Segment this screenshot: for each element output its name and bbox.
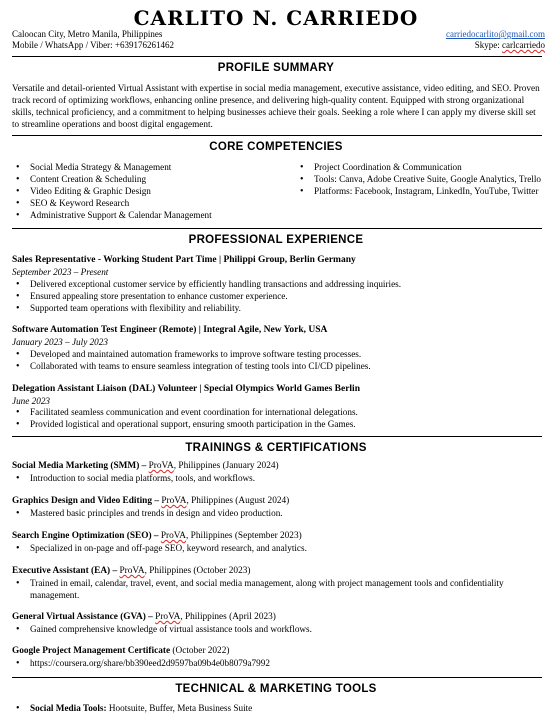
list-item: • Project Coordination & Communication — [296, 162, 544, 174]
list-item: • Social Media Strategy & Management — [12, 162, 282, 174]
competencies-left-list — [12, 162, 282, 222]
contact-right — [446, 29, 545, 51]
job-date: June 2023 — [12, 396, 51, 406]
divider — [12, 135, 542, 136]
certification-title: Graphics Design and Video Editing – ProVA, Philippines (August 2024) — [12, 496, 290, 506]
skype-handle: carlcarriedo — [502, 40, 545, 50]
certification-bullets — [12, 658, 542, 670]
list-item: • Administrative Support & Calendar Management — [12, 210, 282, 222]
section-title-trainings: TRAININGS & CERTIFICATIONS — [185, 442, 367, 454]
list-item: • Specialized in on-page and off-page SEO, keyword research, and analytics. — [12, 543, 542, 555]
certification-bullets — [12, 543, 542, 555]
section-title-profile: PROFILE SUMMARY — [217, 62, 335, 74]
section-title-competencies: CORE COMPETENCIES — [209, 141, 343, 153]
list-item: • Delivered exceptional customer service by efficiently handling transactions and addressing inquiries. — [12, 279, 542, 291]
list-item: • Platforms: Facebook, Instagram, LinkedIn, YouTube, Twitter — [296, 186, 544, 198]
divider — [12, 228, 542, 229]
certification-bullets — [12, 508, 542, 520]
list-item: • Video Editing & Graphic Design — [12, 186, 282, 198]
list-item: • Collaborated with teams to ensure seamless integration of testing tools into CI/CD pipelines. — [12, 361, 542, 373]
tools-list — [12, 703, 542, 715]
job-date: January 2023 – July 2023 — [12, 337, 108, 347]
job-title: Delegation Assistant Liaison (DAL) Volunteer | Special Olympics World Games Berlin — [12, 384, 360, 394]
list-item: • Gained comprehensive knowledge of virtual assistance tools and workflows. — [12, 624, 542, 636]
phone-text: Mobile / WhatsApp / Viber: +639176261462 — [12, 40, 174, 50]
list-item: • Ensured appealing store presentation to enhance customer experience. — [12, 291, 542, 303]
competencies-right-list — [296, 162, 544, 198]
list-item: • Content Creation & Scheduling — [12, 174, 282, 186]
list-item: • SEO & Keyword Research — [12, 198, 282, 210]
list-item: • Tools: Canva, Adobe Creative Suite, Google Analytics, Trello — [296, 174, 544, 186]
certification-title: Search Engine Optimization (SEO) – ProVA, Philippines (September 2023) — [12, 531, 302, 541]
job-title: Sales Representative - Working Student Part Time | Philippi Group, Berlin Germany — [12, 255, 356, 265]
job-date: September 2023 – Present — [12, 267, 109, 277]
job-bullets — [12, 407, 542, 431]
list-item: • Facilitated seamless communication and event coordination for international delegations. — [12, 407, 542, 419]
certification-title: Social Media Marketing (SMM) – ProVA, Philippines (January 2024) — [12, 461, 279, 471]
certification-bullets — [12, 624, 542, 636]
skype-line — [446, 40, 545, 51]
job-bullets — [12, 349, 542, 373]
location-text: Caloocan City, Metro Manila, Philippines — [12, 29, 163, 39]
divider — [12, 436, 542, 437]
certificate-link[interactable]: • https://coursera.org/share/bb390eed2d9597ba09b4e0b8079a7992 — [12, 658, 542, 670]
list-item: • Provided logistical and operational support, ensuring smooth participation in the Games. — [12, 419, 542, 431]
list-item: • Social Media Tools: Hootsuite, Buffer, Meta Business Suite — [12, 703, 542, 715]
list-item: • Supported team operations with flexibility and reliability. — [12, 303, 542, 315]
job-bullets — [12, 279, 542, 315]
list-item: • Mastered basic principles and trends in design and video production. — [12, 508, 542, 520]
profile-summary-text: Versatile and detail-oriented Virtual Assistant with expertise in social media management, executive assistance, video editing, and SEO. Proven track record of optimizing workflows, enhancing online presence, and delivering high-quality content. Equipped with strong organizational skills, technical proficiency, and a commitment to helping businesses achieve their goals. Seeking a role where I can apply my diverse skill set to streamline operations and boost digital engagement. — [12, 83, 540, 129]
divider — [12, 56, 542, 57]
contact-left — [12, 29, 174, 51]
certification-title: Google Project Management Certificate (October 2022) — [12, 646, 230, 656]
list-item: • Developed and maintained automation frameworks to improve software testing processes. — [12, 349, 542, 361]
certification-title: Executive Assistant (EA) – ProVA, Philippines (October 2023) — [12, 566, 251, 576]
list-item: • Trained in email, calendar, travel, event, and social media management, along with project management tools and confidentiality management. — [12, 578, 542, 602]
section-title-tools: TECHNICAL & MARKETING TOOLS — [175, 683, 377, 695]
certification-title: General Virtual Assistance (GVA) – ProVA, Philippines (April 2023) — [12, 612, 276, 622]
skype-label: Skype: — [474, 40, 503, 50]
divider — [12, 677, 542, 678]
certification-bullets — [12, 578, 542, 602]
candidate-name: CARLITO N. CARRIEDO — [133, 6, 419, 30]
job-title: Software Automation Test Engineer (Remote) | Integral Agile, New York, USA — [12, 325, 328, 335]
list-item: • Introduction to social media platforms, tools, and workflows. — [12, 473, 542, 485]
certification-bullets — [12, 473, 542, 485]
section-title-experience: PROFESSIONAL EXPERIENCE — [188, 234, 364, 246]
email-link[interactable]: carriedocarlito@gmail.com — [446, 29, 545, 39]
